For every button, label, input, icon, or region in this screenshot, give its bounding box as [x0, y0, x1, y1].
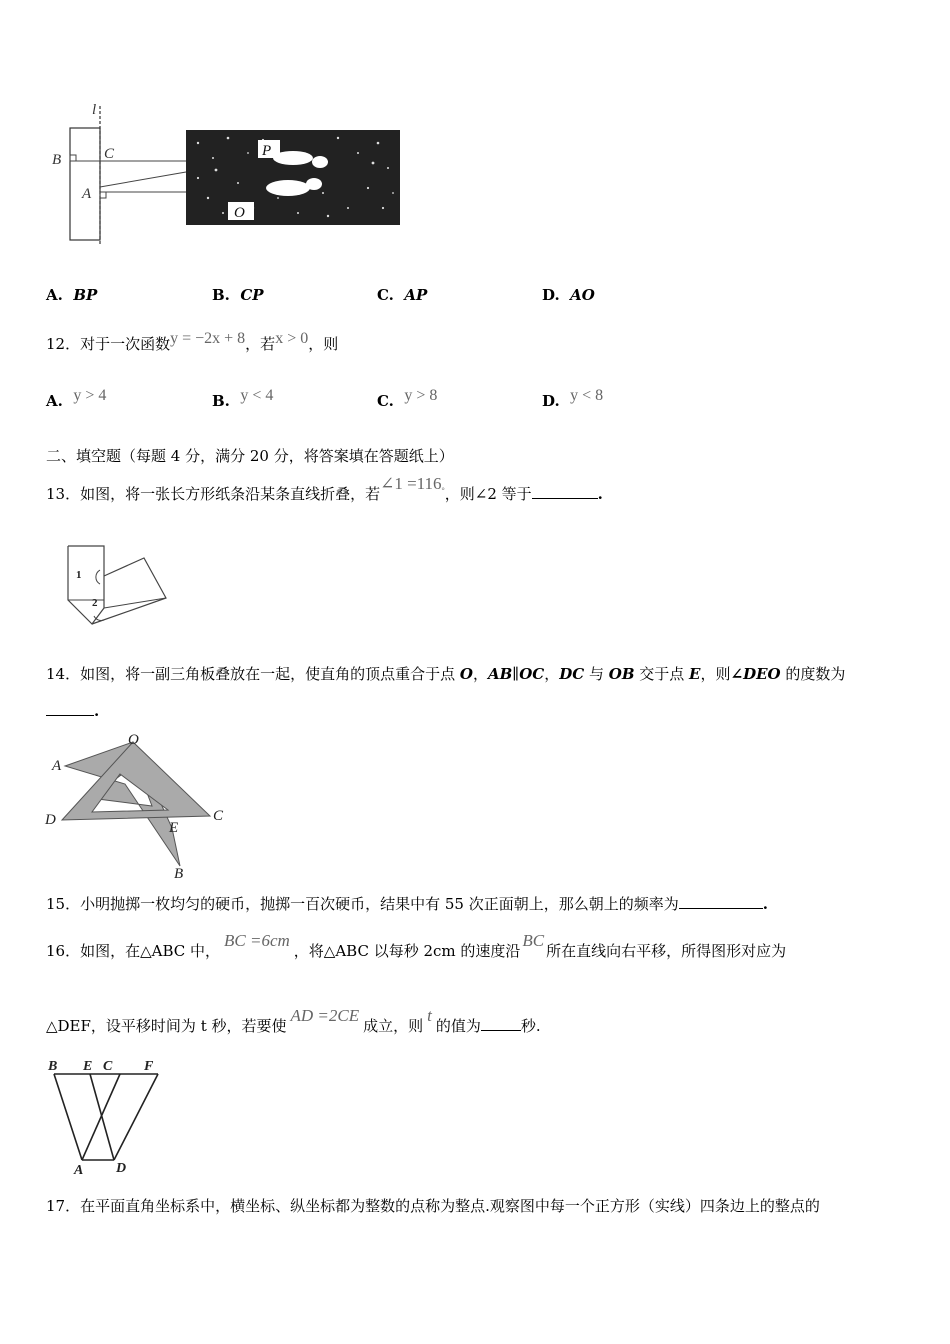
- q13-label-1: 1: [76, 569, 82, 581]
- q11-label-C: C: [104, 146, 115, 162]
- q12-option-d[interactable]: D. y < 8: [542, 387, 604, 410]
- q16-label-B: B: [48, 1059, 58, 1074]
- q16-answer-blank[interactable]: [481, 1029, 521, 1031]
- q16-label-A: A: [74, 1163, 84, 1178]
- q11-option-a[interactable]: A. BP: [46, 286, 98, 304]
- q14-answer-blank[interactable]: [46, 714, 94, 716]
- q15-stem: 15．小明抛掷一枚均匀的硬币，抛掷一百次硬币，结果中有 55 次正面朝上，那么朝上的频率为 .: [46, 895, 768, 913]
- q12-option-c[interactable]: C. y > 8: [377, 387, 438, 410]
- q11-label-l: l: [92, 102, 97, 118]
- q16-stem-line2: △DEF，设平移时间为 t 秒，若要使AD =2CE成立，则t的值为 秒.: [46, 1006, 541, 1035]
- q14-answer-line: .: [46, 702, 99, 720]
- q11-label-P: P: [262, 143, 272, 159]
- q13-stem: 13．如图，将一张长方形纸条沿某条直线折叠，若∠1 =116°，则∠2 等于 .: [46, 474, 603, 503]
- q11-option-d[interactable]: D. AO: [542, 286, 595, 304]
- q16-label-C: C: [103, 1059, 113, 1074]
- q11-label-B: B: [52, 152, 62, 168]
- q16-label-D: D: [116, 1161, 127, 1176]
- q14-label-O: O: [128, 732, 139, 748]
- q14-stem: 14．如图，将一副三角板叠放在一起，使直角的顶点重合于点 O，AB∥OC，DC 与 OB 交于点 E，则∠DEO 的度数为: [46, 665, 846, 683]
- q11-label-A: A: [82, 186, 92, 202]
- section2-title: 二、填空题（每题 4 分，满分 20 分，将答案填在答题纸上）: [46, 447, 454, 465]
- q14-label-C: C: [213, 808, 224, 824]
- q11-option-b[interactable]: B. CP: [212, 286, 264, 304]
- q11-label-O: O: [234, 205, 245, 221]
- q14-label-D: D: [45, 812, 56, 828]
- q12-stem: 12．对于一次函数y = −2x + 8，若x > 0，则: [46, 330, 339, 353]
- q15-answer-blank[interactable]: [679, 907, 763, 909]
- q12-option-b[interactable]: B. y < 4: [212, 387, 274, 410]
- q12-option-a[interactable]: A. y > 4: [46, 387, 107, 410]
- q17-stem: 17．在平面直角坐标系中，横坐标、纵坐标都为整数的点称为整点.观察图中每一个正方形（实线）四条边上的整点的: [46, 1197, 820, 1215]
- q11-option-c[interactable]: C. AP: [377, 286, 428, 304]
- q14-label-E: E: [169, 820, 179, 836]
- q16-figure: [44, 1056, 174, 1178]
- q16-stem-line1: 16．如图，在△ABC 中，BC =6cm，将△ABC 以每秒 2cm 的速度沿BC所在直线向右平移，所得图形对应为: [46, 931, 787, 960]
- q14-label-A: A: [52, 758, 62, 774]
- q13-figure: [58, 538, 178, 632]
- q16-label-F: F: [144, 1059, 154, 1074]
- q16-label-E: E: [83, 1059, 93, 1074]
- q13-label-2: 2: [92, 597, 98, 609]
- q11-figure: [48, 98, 408, 248]
- q13-answer-blank[interactable]: [532, 497, 598, 499]
- q14-label-B: B: [174, 866, 184, 882]
- q14-figure: [40, 726, 240, 882]
